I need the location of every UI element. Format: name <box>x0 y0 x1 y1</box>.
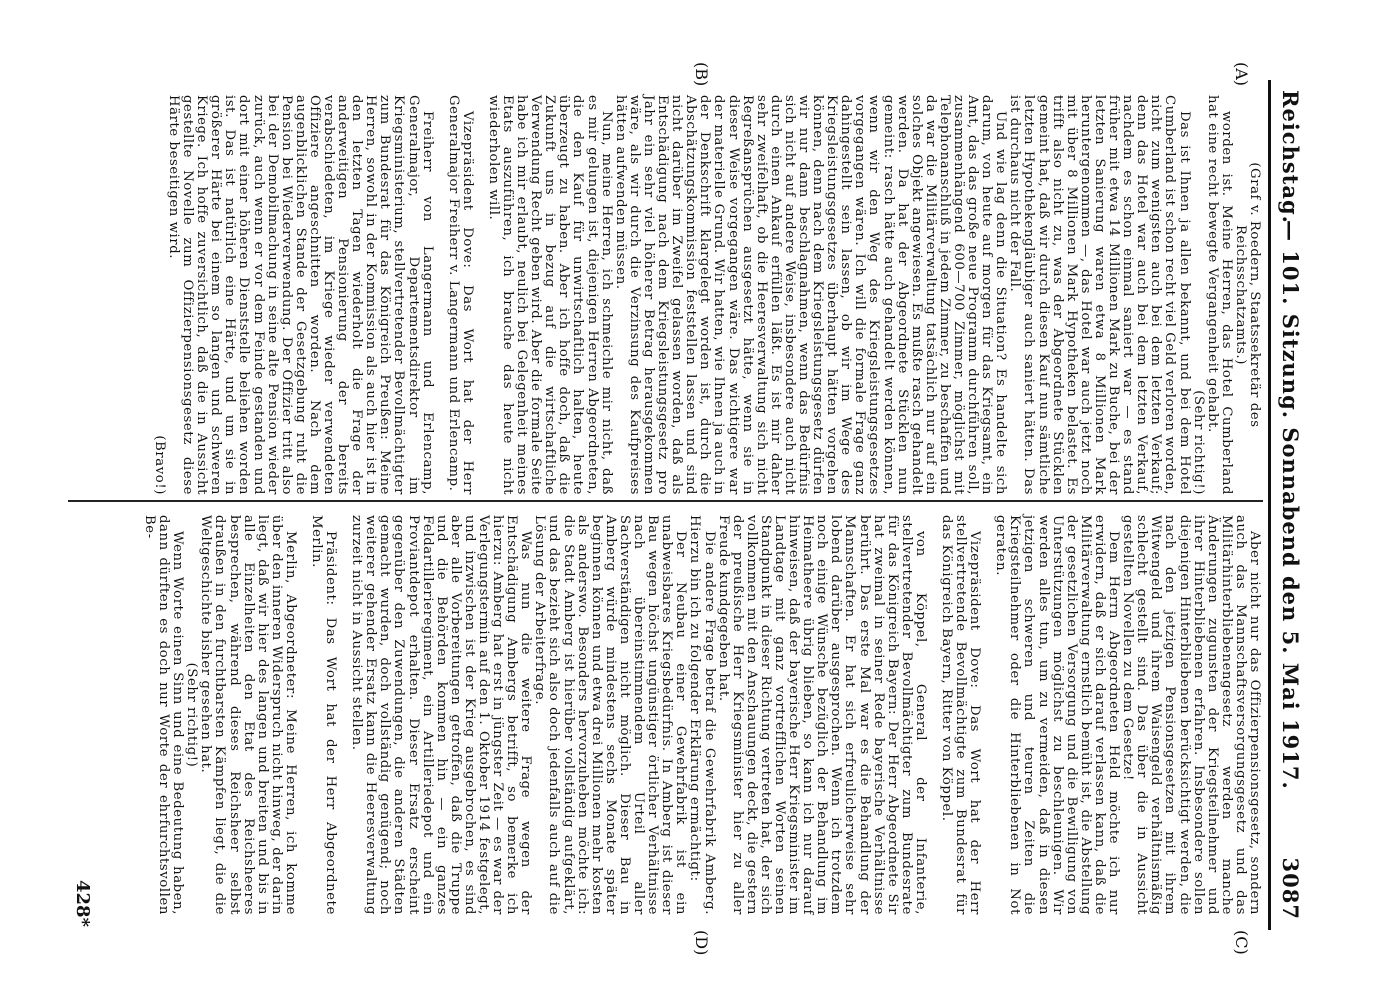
margin-marker-c: (C) <box>1232 930 1251 955</box>
interjection: (Bravo!) <box>151 435 167 495</box>
header-page-number: 3087 <box>1278 857 1303 920</box>
paragraph: Wenn Worte einen Sinn und eine Bedeutung haben, dann dürften es doch nur Worte der ehrfurchtsvollen Be- <box>141 515 186 915</box>
interjection: (Sehr richtig!) <box>1190 390 1206 495</box>
column-divider <box>68 500 1263 502</box>
speaker-paragraph: Vizepräsident Dove: Das Wort hat der Herr stellvertretende Bevollmächtigte zum Bundesrat für das Königreich Bayern, Ritter von Köppel. <box>939 515 983 915</box>
paragraph: Nun, meine Herren, ich schmeichle mir nicht, daß es mir gelungen ist, diejenigen Herren Abgeordneten, die den Kauf für unwirtschaftlich halten, heute überzeugt zu haben. Aber ich hoffe doch, daß die Zukunft uns in bezug auf die wirtschaftliche Verwendung Recht geben wird. Aber die formale Seite habe ich mir erlaubt, neulich bei Gelegenheit meines Etats auszuführen, ich brauche das heute nicht wiederholen will. <box>485 95 614 495</box>
footer-page-number: 428* <box>72 880 93 927</box>
speaker-paragraph: von Köppel, General der Infanterie, stellvertretender Bevollmächtigter zum Bundesrate für das Königreich Bayern: Der Herr Abgeordnete Sir hat zweimal in seiner Rede bayerische Verhältnisse berührt. Das erste Mal war es die Behandlung der Mannschaften. Er hat sich erfreulicherweise sehr lobend darüber ausgesprochen. Wenn ich trotzdem noch einige Wünsche bezüglich der Behandlung im Heimatheere übrig blieben, so kann ich nur darauf hinweisen, daß der bayerische Herr Kriegsminister im Landtage mit ganz vortrefflichen Worten seinen Standpunkt in dieser Richtung vertreten hat, der sich vollkommen mit den Anschauungen deckt, die gestern der preußische Herr Kriegsminister hier zu aller Freude kundgegeben hat. <box>715 515 928 915</box>
interjection: (Sehr richtig!) <box>184 662 200 768</box>
paragraph: Das ist Ihnen ja allen bekannt, und bei dem Hotel Cumberland ist schon recht viel Geld verloren worden, nicht zum wenigsten auch bei dem letzten Verkauf; denn das Hotel war auch bei dem letzten Verkauf, nachdem es schon einmal saniert war — es stand früher mit etwa 14 Millionen Mark zu Buche, bei der letzten Sanierung waren etwa 8 Millionen Mark heruntergenommen —, das Hotel war auch jetzt noch mit über 8 Millionen Mark Hypotheken belastet. Es trifft also nicht zu, was der Abgeordnete Stücklen gemeint hat, daß wir durch diesen Kauf nun sämtliche letzten Hypothekengläubiger auch saniert hätten. Das ist durchaus nicht der Fall. <box>1007 95 1192 495</box>
header-center: — 101. Sitzung. Sonnabend den 5. Mai 1917. <box>1278 220 1303 790</box>
speaker-paragraph: Vizepräsident Dove: Das Wort hat der Herr Generalmajor Freiherr v. Langermann und Erlencamp. <box>445 95 475 495</box>
paragraph: Was nun die weitere Frage wegen der Entschädigung Ambergs betrifft, so bemerke ich hierzu: Amberg hat erst in jüngster Zeit — es war der Verlegungstermin auf den 1. Oktober 1914 festgelegt, und inzwischen ist der Krieg ausgebrochen, es sind aber alle Vorbereitungen getroffen, daß die Truppe und die Behörden kommen hin — ein ganzes Feldartillerieregiment, ein Artilleriedepot und ein Proviantdepot erhalten. Dieser Ersatz erscheint gegenüber den Zuwendungen, die anderen Städten gemacht wurden, doch vollständig genügend; noch weiterer gehender Ersatz kann die Heeresverwaltung zurzeit nicht in Aussicht stellen. <box>349 515 534 915</box>
left-column <box>152 95 1261 495</box>
paragraph: worden ist. Meine Herren, das Hotel Cumberland hat eine recht bewegte Vergangenheit gehabt. <box>1204 95 1234 495</box>
paragraph: Der Neubau einer Gewehrfabrik ist ein unabweisbares Kriegsbedürfnis. In Amberg ist dieser Bau wegen höchst ungünstiger örtlicher Verhältnisse nach übereinstimmendem Urteil aller Sachverständigen nicht möglich. Dieser Bau in Amberg würde mindestens sechs Monate später beginnen können und etwa drei Millionen mehr kosten als anderswo. Besonders hervorzuheben möchte ich: die Stadt Amberg ist hierüber vollständig aufgeklärt, und das bezieht sich also doch jedenfalls auch auf die Lösung der Arbeiterfrage. <box>532 515 689 915</box>
header-left: Reichstag. <box>1278 90 1303 224</box>
speaker-paragraph: Freiherr von Langermann und Erlencamp, Generalmajor, Departementsdirektor im Kriegsministerium, stellvertretender Bevollmächtigter zum Bundesrat für das Königreich Preußen: Meine Herren, sowohl in der Kommission als auch hier ist in den letzten Tagen wiederholt die Frage der anderweitigen Pensionierung der bereits verabschiedeten, im Kriege wieder verwendeten Offiziere angeschnitten worden. Nach dem augenblicklichen Stande der Gesetzgebung ruht die Pension bei Wiederverwendung. Der Offizier tritt also bei der Demobilmachung in seine alte Pension wieder zurück, auch wenn er vor dem Feinde gestanden und dort mit einer höheren Dienststelle beliehen worden ist. Das ist natürlich eine Härte, und um sie in größerer Härte bei einem so langen und schweren Kriege. Ich hoffe zuversichtlich, daß die in Aussicht gestellte Novelle zum Offizierpensionsgesetz diese Härte beseitigen wird. <box>165 95 435 495</box>
margin-marker-d: (D) <box>692 930 711 956</box>
speaker-paragraph: Merlin, Abgeordneter: Meine Herren, ich komme über den inneren Widerspruch nicht hinweg, der darin liegt, daß wir hier des langen und breiten und bis in alle Einzelheiten den Etat des Reichsheeres besprechen, während dieses Reichsheer selbst draußen in den furchtbarsten Kämpfen liegt, die die Weltgeschichte bisher gesehen hat. <box>198 515 298 915</box>
page-header <box>1277 90 1303 920</box>
paragraph: Die andere Frage betraf die Gewehrfabrik Amberg. Hierzu bin ich zu folgender Erklärung ermächtigt: <box>687 515 717 915</box>
paragraph: Aber nicht nur das Offizierpensionsgesetz, sondern auch das Mannschaftsversorgungsgesetz und das Militärhinterbliebenengesetz werden manche Änderungen zugunsten der Kriegsteilnehmer und ihrer Hinterbliebenen erfahren. Insbesondere sollen diejenigen Hinterbliebenen berücksichtigt werden, die nach den jetzigen Pensionsgesetzen mit ihrem Witwengeld und ihrem Waisengeld verhältnismäßig schlecht gestellt sind. Das über die in Aussicht gestellten Novellen zu dem Gesetze! <box>1120 515 1262 915</box>
margin-marker-b: (B) <box>692 62 711 87</box>
margin-marker-a: (A) <box>1232 62 1251 87</box>
right-column <box>142 515 1261 915</box>
speaker-attribution: (Graf v. Roedern, Staatssekretär des Reichsschatzamts.) <box>1232 162 1262 428</box>
header-rule <box>1268 80 1271 930</box>
paragraph: Und wie lag denn die Situation? Es handelte sich darum, von heute auf morgen für das Kriegsamt, ein Amt, das das große neue Programm durchführen soll, zusammenhängend 600—700 Zimmer, möglichst mit Telephonanschluß in jedem Zimmer, zu beschaffen und da war die Militärverwaltung tatsächlich nur auf ein solches Objekt angewiesen. Es mußte rasch gehandelt werden. Da hat der Abgeordnete Stücklen nun gemeint: rasch hätte auch gehandelt werden können, wenn wir den Weg des Kriegsleistungsgesetzes vorgegangen wären. Ich will die formale Frage ganz dahingestellt sein lassen, ob wir im Wege des Kriegsleistungsgesetzes überhaupt hätten vorgehen können, denn nach dem Kriegsleistungsgesetz dürfen wir nur dann beschlagnahmen, wenn das Bedürfnis sich nicht auf andere Weise, insbesondere auch nicht durch einen Ankauf erfüllen läßt. Es ist mir daher sehr zweifelhaft, ob die Heeresverwaltung sich nicht Regreßansprüchen ausgesetzt hätte, wenn sie in dieser Weise vorgegangen wäre. Das wichtigere war der materielle Grund. Wir hatten, wie Ihnen ja auch in der Denkschrift klargelegt worden ist, durch die Abschätzungskommission feststellen lassen und sind nicht darüber im Zweifel gelassen worden, daß als Entschädigung nach dem Kriegsleistungsgesetz pro Jahr ein sehr viel höherer Betrag herausgekommen wäre, als wir durch die Verzinsung des Kaufpreises hätten aufwenden müssen. <box>612 95 1009 495</box>
speaker-paragraph: Präsident: Das Wort hat der Herr Abgeordnete Merlin. <box>309 515 339 915</box>
paragraph: Dem Herrn Abgeordneten Held möchte ich nur erwidern, daß er sich darauf verlassen kann, daß die Militärverwaltung ernstlich bemüht ist, die Abstellung der gesetzlichen Versorgung und die Bewilligung von Unterstützungen möglichst zu beschleunigen. Wir werden alles tun, um zu vermeiden, daß in diesen jetzigen schweren und teuren Zeiten die Kriegsteilnehmer oder die Hinterbliebenen in Not geraten. <box>993 515 1122 915</box>
